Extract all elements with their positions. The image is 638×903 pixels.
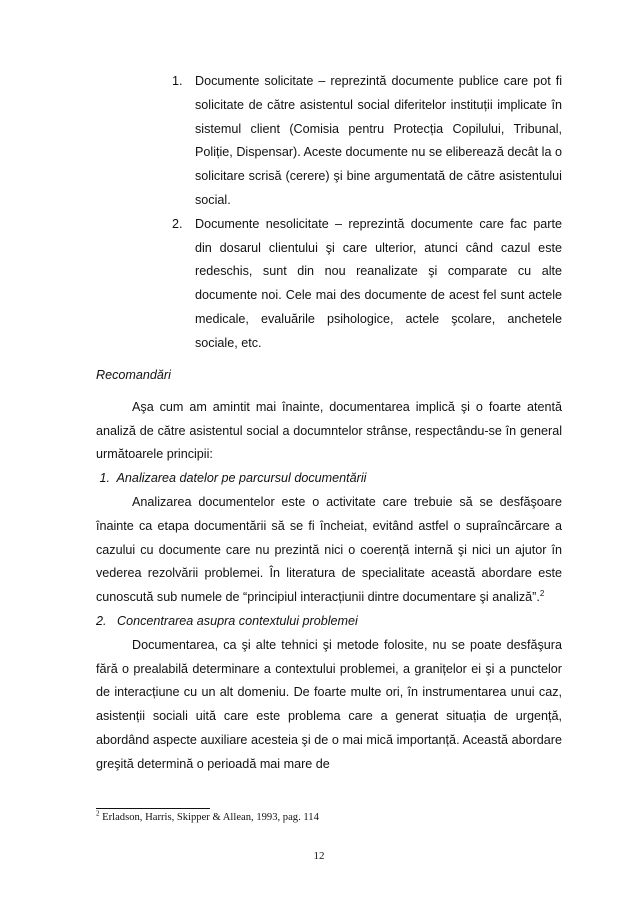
footnote-mark: 2 (96, 809, 100, 818)
document-types-list (172, 70, 562, 356)
principle-1-body: Analizarea documentelor este o activitate care trebuie să se desfăşoare înainte ca etapa documentării să se fi încheiat, evitând astfel o supraîncărcare a cazului cu documente care nu prezintă nici o coerență internă şi nici un ajutor în vederea rezolvării problemei. În literatura de specialitate această abordare este cunoscută sub numele de “principiul interacțiunii dintre documentare şi analiză”. (96, 494, 562, 605)
footnote-divider (96, 808, 210, 809)
page-number: 12 (313, 850, 325, 862)
list-item (172, 70, 562, 213)
principle-1-text (96, 491, 562, 610)
list-item-text: Documente solicitate – reprezintă documente publice care pot fi solicitate de către asistentul social diferitelor instituții implicate în sistemul client (Comisia pentru Protecția Copilului, Tribunal, Poliție, Dispensar). Aceste documente nu se eliberează decât la o solicitare scrisă (cerere) şi bine argumentată de către asistentului social. (195, 74, 562, 207)
recommendations-heading: Recomandări (96, 368, 171, 382)
principle-2-text: Documentarea, ca şi alte tehnici şi metode folosite, nu se poate desfăşura fără o prealabilă determinare a contextului problemei, a granițelor ei şi a punctelor de interacțiune cu un alt domeniu. De foarte multe ori, în instrumentarea unui caz, asistenții sociali uită care este problema care a generat situația de urgență, abordând aspecte auxiliare acesteia şi de o mai mică importanță. Această abordare greşită determină o perioadă mai mare de (96, 637, 562, 771)
list-item-number: 1. (172, 74, 183, 88)
footnote-text: Erladson, Harris, Skipper & Allean, 1993, pag. 114 (99, 812, 319, 823)
principle-2-heading: 2. Concentrarea asupra contextului problemei (96, 613, 358, 628)
list-item (172, 213, 562, 356)
footnote-reference[interactable]: 2 (539, 588, 545, 598)
footnote (96, 809, 562, 823)
recommendations-intro: Aşa cum am amintit mai înainte, documentarea implică şi o foarte atentă analiză de către asistentul social a documntelor strânse, respectându-se în general următoarele principii: (96, 399, 562, 462)
list-item-text: Documente nesolicitate – reprezintă documente care fac parte din dosarul clientului şi care ulterior, atunci când cazul este redeschis, sunt din nou reanalizate şi comparate cu alte documente noi. Cele mai des documente de acest fel sunt actele medicale, evaluările psihologice, actele şcolare, anchetele sociale, etc. (195, 216, 562, 350)
list-item-number: 2. (172, 216, 183, 231)
principle-1-heading: 1. Analizarea datelor pe parcursul documentării (96, 471, 367, 486)
recommendations-section (96, 364, 562, 777)
